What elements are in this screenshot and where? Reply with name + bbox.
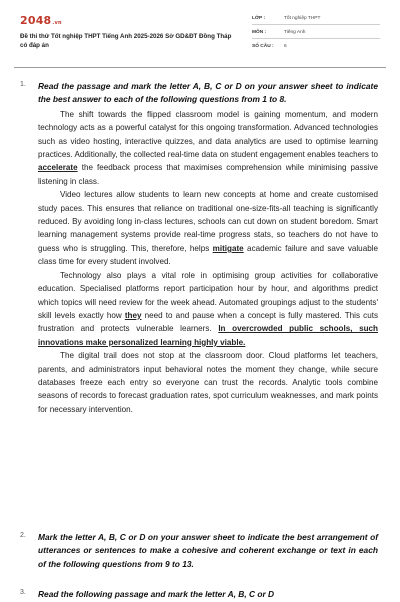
question-1 [20,80,384,416]
passage-paragraph [38,188,378,268]
question-number: 1. [20,81,26,88]
highlighted-text: they [124,310,142,320]
passage-paragraph [38,108,378,188]
meta-row-class [252,16,382,30]
meta-value: 6 [284,44,287,49]
meta-underline [252,24,380,25]
question-body [38,588,378,601]
question-2 [20,531,384,572]
question-instruction: Read the following passage and mark the letter A, B, C or D [38,589,275,599]
question-body [38,531,378,571]
passage-paragraph [38,269,378,349]
passage-text: academic failure and save valuable class time for every student involved. [38,243,378,267]
meta-value: Tốt nghiệp THPT [284,16,321,21]
highlighted-text: accelerate [38,163,78,173]
site-logo[interactable] [20,14,62,27]
page-header [0,0,400,64]
passage-text: The digital trail does not stop at the classroom door. Cloud platforms let teachers, parents, and administrators input behavioral notes the moment they change, while secure databases freeze each entry so everyone can trust the records. Analytic tools combine seasons of records to forecast graduation rates, spot curriculum weaknesses, and mark points for necessary intervention. [38,351,378,414]
question-body [38,80,378,416]
meta-underline [252,38,380,39]
passage-paragraph [38,349,378,416]
highlighted-text: mitigate [212,243,244,253]
meta-label: MÔN : [252,30,267,35]
meta-value: Tiếng Anh [284,30,306,35]
passage-text: Technology also plays a vital role in optimising group activities for collaborative education. Specialised platforms report participation hour by hour, and algorithms predict which topics will need review for the week ahead. Automated groupings adjust to the students' skill levels exactly how [38,270,378,320]
header-divider [14,67,386,68]
document-title: Đề thi thử Tốt nghiệp THPT Tiếng Anh 2025-2026 Sở GD&ĐT Đồng Tháp có đáp án [20,33,232,49]
meta-row-subject [252,30,382,44]
meta-label: SỐ CÂU : [252,44,274,49]
meta-row-count [252,44,382,58]
exam-meta-block [252,16,382,58]
meta-label: LỚP : [252,16,266,21]
question-number: 2. [20,532,26,539]
reading-passage [38,108,378,416]
logo-text: 2048 [20,14,52,27]
highlighted-text: In overcrowded public schools, such innovations make personalized learning highly viable. [38,324,378,347]
logo-tld: .vn [52,20,62,26]
question-number: 3. [20,589,26,596]
passage-text: The shift towards the flipped classroom model is gaining momentum, and modern technology acts as a powerful catalyst for this ongoing transformation. Advanced technologies such as video hosting, interactive quizzes, and data analytics are used to optimise learning practices. Additionally, the collected real-time data on student engagement enables teachers to [38,109,378,160]
passage-text: Video lectures allow students to learn new concepts at home and create customised study paces. This ensures that reliance on traditional one-size-fits-all teaching is significantly reduced. By avoiding long in-class lectures, schools can cut down on student boredom. Smart learning management systems provide real-time progress stats, so teachers do not have to guess who is struggling. This, therefore, helps [38,190,378,253]
question-instruction: Mark the letter A, B, C or D on your answer sheet to indicate the best arrangement of utterances or sentences to make a cohesive and coherent exchange or text in each of the following questions from 9 to 13. [38,532,378,569]
passage-text: the feedback process that maximises comprehension while minimising passive listening in class. [38,163,378,186]
passage-text: need to and pause when a concept is fully mastered. This cuts frustration and protects vulnerable learners. [38,310,378,334]
question-instruction: Read the passage and mark the letter A, B, C or D on your answer sheet to indicate the best answer to each of the following questions from 1 to 8. [38,81,378,105]
